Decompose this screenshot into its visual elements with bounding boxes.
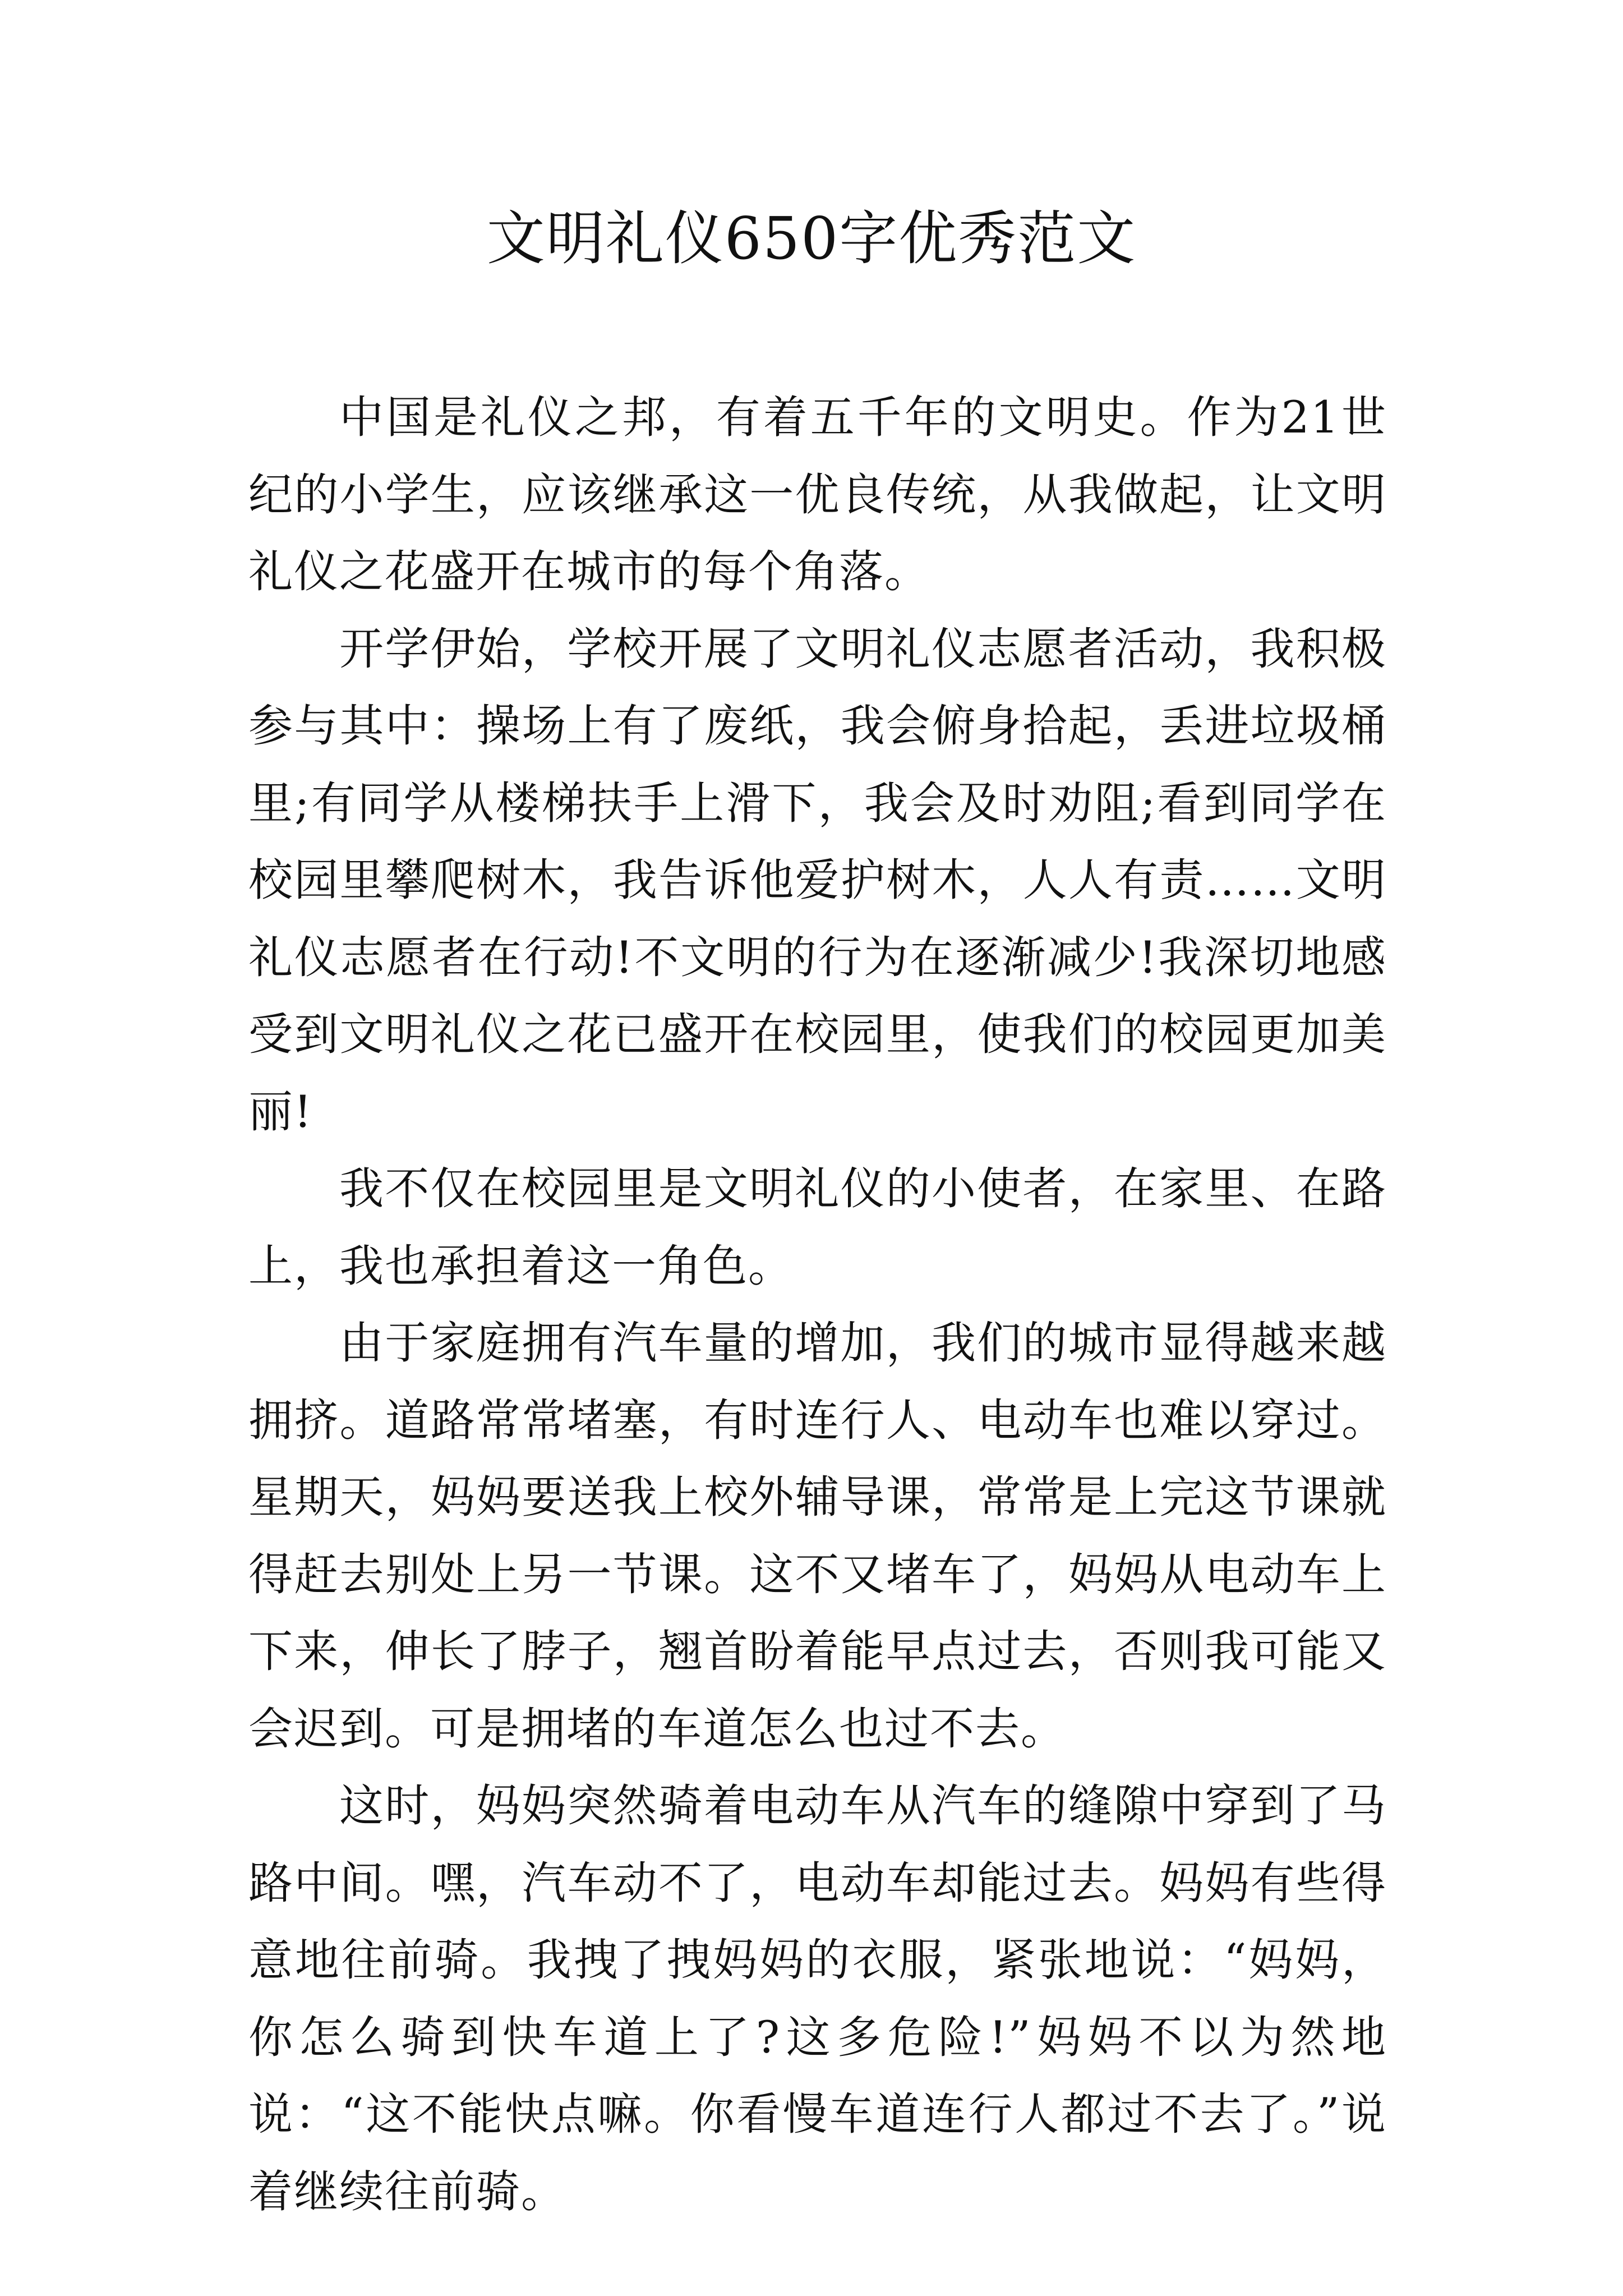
paragraph-3: 我不仅在校园里是文明礼仪的小使者，在家里、在路上，我也承担着这一角色。: [248, 1163, 1387, 1292]
paragraph-2: 开学伊始，学校开展了文明礼仪志愿者活动，我积极参与其中：操场上有了废纸，我会俯身拾起，丢进垃圾桶里;有同学从楼梯扶手上滑下，我会及时劝阻;看到同学在校园里攀爬树木，我告诉他爱护树木，人人有责……文明礼仪志愿者在行动!不文明的行为在逐渐减少!我深切地感受到文明礼仪之花已盛开在校园里，使我们的校园更加美丽!: [248, 623, 1387, 1138]
paragraph-5: 这时，妈妈突然骑着电动车从汽车的缝隙中穿到了马路中间。嘿，汽车动不了，电动车却能过去。妈妈有些得意地往前骑。我拽了拽妈妈的衣服，紧张地说：“妈妈，你怎么骑到快车道上了?这多危险!”妈妈不以为然地说：“这不能快点嘛。你看慢车道连行人都过不去了。”说着继续往前骑。: [248, 1780, 1387, 2217]
document-title: 文明礼仪650字优秀范文: [486, 204, 1137, 273]
paragraph-4: 由于家庭拥有汽车量的增加，我们的城市显得越来越拥挤。道路常常堵塞，有时连行人、电动车也难以穿过。星期天，妈妈要送我上校外辅导课，常常是上完这节课就得赶去别处上另一节课。这不又堵车了，妈妈从电动车上下来，伸长了脖子，翘首盼着能早点过去，否则我可能又会迟到。可是拥堵的车道怎么也过不去。: [248, 1317, 1387, 1755]
paragraph-1: 中国是礼仪之邦，有着五千年的文明史。作为21世纪的小学生，应该继承这一优良传统，从我做起，让文明礼仪之花盛开在城市的每个角落。: [248, 392, 1387, 597]
document-body: [248, 379, 1387, 2230]
